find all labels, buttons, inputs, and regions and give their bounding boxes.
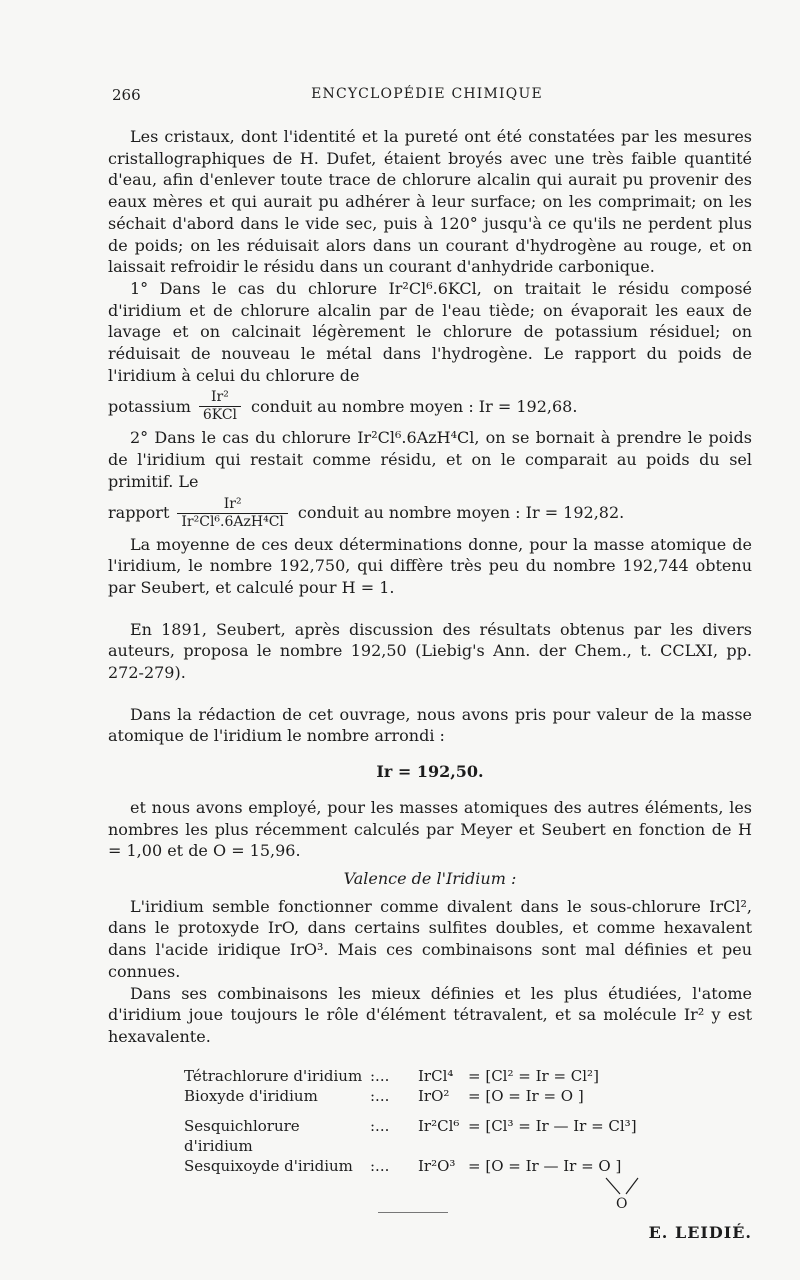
fraction-numerator: Ir² — [223, 495, 242, 512]
paragraph-3: 2° Dans le cas du chlorure Ir²Cl⁶.6AzH⁴Cl, on se bornait à prendre le poids de l'iridium qui restait comme résidu, et on le comparait au poids du sel primitif. Le — [108, 428, 752, 491]
compound-formula: Ir²O³ — [418, 1156, 456, 1175]
compound-structure: = [O = Ir = O ] — [468, 1086, 584, 1105]
compound-name: Sesquixoyde d'iridium — [184, 1156, 353, 1175]
paragraph-1: Les cristaux, dont l'identité et la pureté ont été constatées par les mesures cristallographiques de H. Dufet, étaient broyés avec une très faible quantité d'eau, afin d'enlever toute trace de chlorure alcalin qui aurait pu provenir des eaux mères et qui aurait pu adhérer à leur surface; on les comprimait; on les séchait d'abord dans le vide sec, puis à 120° jusqu'à ce qu'ils ne perdent plus de poids; on les réduisait alors dans un courant d'hydrogène au rouge, et on laissait refroidir le résidu dans un courant d'anhydride carbonique. — [108, 127, 752, 277]
paragraph-6: Dans la rédaction de cet ouvrage, nous avons pris pour valeur de la masse atomique de l'iridium le nombre arrondi : — [108, 704, 752, 746]
fraction-line-2 — [108, 496, 752, 531]
fraction — [177, 496, 288, 531]
paragraph-4: La moyenne de ces deux déterminations donne, pour la masse atomique de l'iridium, le nombre 192,750, qui diffère très peu du nombre 192,744 obtenu par Seubert, et calculé pour H = 1. — [108, 534, 752, 597]
page-number: 266 — [112, 86, 141, 104]
table-row — [108, 1086, 752, 1106]
author-signature: E. LEIDIÉ. — [648, 1222, 752, 1242]
compound-name: Sesquichlorure d'iridium — [184, 1116, 300, 1155]
table-row — [108, 1066, 752, 1086]
fraction-line-1 — [108, 389, 752, 424]
fraction-suffix: conduit au nombre moyen : Ir = 192,68. — [251, 397, 578, 417]
footer-rule — [378, 1212, 448, 1213]
oxygen-bridge — [592, 1176, 652, 1212]
paragraph-2: 1° Dans le cas du chlorure Ir²Cl⁶.6KCl, on traitait le résidu composé d'iridium et de chlorure alcalin par de l'eau tiède; on évaporait les eaux de lavage et on calcinait légèrement le chlorure de potassium résiduel; on réduisait de nouveau le métal dans l'hydrogène. Le rapport du poids de l'iridium à celui du chlorure de — [108, 278, 752, 385]
leader-dots: :... — [370, 1116, 390, 1135]
compound-name: Tétrachlorure d'iridium — [184, 1066, 363, 1085]
compound-structure: = [Cl³ = Ir — Ir = Cl³] — [468, 1116, 637, 1135]
section-title: Valence de l'Iridium : — [343, 868, 517, 888]
table-row — [108, 1116, 752, 1156]
compound-formula: IrCl⁴ — [418, 1066, 454, 1085]
fraction-prefix: rapport — [108, 503, 170, 523]
paragraph-7: et nous avons employé, pour les masses atomiques des autres éléments, les nombres les plus récemment calculés par Meyer et Seubert en fonction de H = 1,00 et de O = 15,96. — [108, 797, 752, 861]
valence-table — [108, 1066, 752, 1212]
compound-structure: = [Cl² = Ir = Cl²] — [468, 1066, 599, 1085]
compound-formula: Ir²Cl⁶ — [418, 1116, 460, 1135]
paragraph-5: En 1891, Seubert, après discussion des résultats obtenus par les divers auteurs, proposa le nombre 192,50 (Liebig's Ann. der Chem., t. CCLXI, pp. 272-279). — [108, 619, 752, 683]
fraction-numerator: Ir² — [211, 389, 229, 406]
compound-structure: = [O = Ir — Ir = O ] — [468, 1156, 622, 1175]
table-row — [108, 1156, 752, 1176]
leader-dots: :... — [370, 1156, 390, 1175]
bridge-oxygen-label: O — [616, 1195, 628, 1212]
compound-formula: IrO² — [418, 1086, 450, 1105]
atomic-mass-formula: Ir = 192,50. — [376, 762, 484, 782]
paragraph-8: L'iridium semble fonctionner comme divalent dans le sous-chlorure IrCl², dans le protoxyde IrO, dans certains sulfites doubles, et comme hexavalent dans l'acide iridique IrO³. Mais ces combinaisons sont mal définies et peu connues. — [108, 896, 752, 981]
leader-dots: :... — [370, 1066, 390, 1085]
fraction — [199, 389, 241, 424]
page-body — [108, 126, 752, 1243]
fraction-suffix: conduit au nombre moyen : Ir = 192,82. — [297, 503, 625, 523]
fraction-prefix: potassium — [108, 397, 191, 417]
running-title: ENCYCLOPÉDIE CHIMIQUE — [311, 86, 543, 102]
page-header — [112, 86, 742, 106]
fraction-denominator: Ir²Cl⁶.6AzH⁴Cl — [177, 513, 288, 531]
fraction-denominator: 6KCl — [199, 406, 241, 424]
leader-dots: :... — [370, 1086, 390, 1105]
paragraph-9: Dans ses combinaisons les mieux définies et les plus étudiées, l'atome d'iridium joue toujours le rôle d'élément tétravalent, et sa molécule Ir² y est hexavalente. — [108, 983, 752, 1046]
compound-name: Bioxyde d'iridium — [184, 1086, 318, 1105]
